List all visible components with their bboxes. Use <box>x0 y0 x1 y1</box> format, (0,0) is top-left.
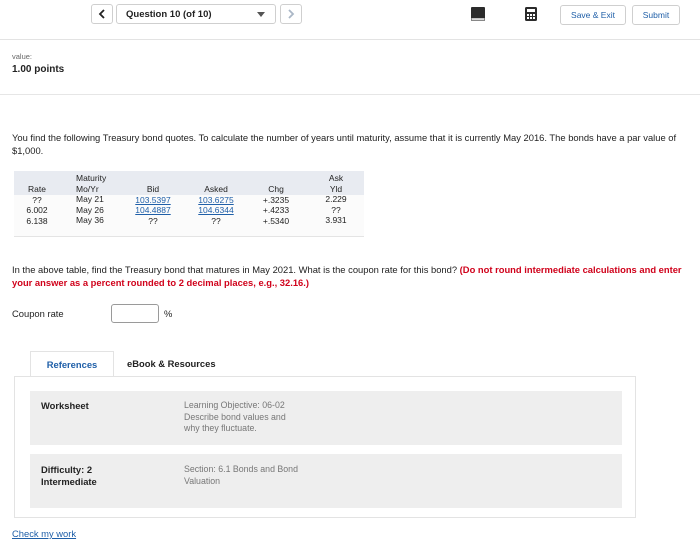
resource-key <box>41 464 97 488</box>
table-cell: ?? <box>32 194 42 205</box>
resource-value-line: Describe bond values and <box>184 411 286 422</box>
coupon-rate-input[interactable] <box>111 304 159 323</box>
submit-button[interactable]: Submit <box>632 5 680 25</box>
question-part <box>12 263 688 289</box>
header-yld: Yld <box>329 183 343 194</box>
table-header <box>14 171 364 195</box>
table-cell-link[interactable]: 103.6275 <box>198 194 234 205</box>
resource-key-line: Intermediate <box>41 476 97 487</box>
header-ask: Ask <box>328 173 344 183</box>
resource-value-line: Section: 6.1 Bonds and Bond <box>184 464 298 474</box>
table-cell-link[interactable]: 104.6344 <box>198 205 234 215</box>
next-question-button[interactable] <box>280 4 302 24</box>
resource-row <box>30 454 622 508</box>
chg-column <box>258 184 294 226</box>
table-cell: +.3235 <box>262 194 290 205</box>
table-cell-link[interactable]: 103.5397 <box>135 194 171 205</box>
resource-key <box>41 400 89 412</box>
table-cell: ?? <box>331 204 341 215</box>
table-cell: +.4233 <box>262 205 290 215</box>
header-mo-yr: Mo/Yr <box>76 183 99 194</box>
resource-value <box>184 400 286 435</box>
resource-value-line: why they fluctuate. <box>184 423 257 433</box>
resource-key-line: Difficulty: 2 <box>41 464 93 475</box>
header-bid: Bid <box>146 184 160 194</box>
question-part-text: In the above table, find the Treasury bond that matures in May 2021. What is the coupon rate for this bond? <box>12 264 458 275</box>
header-maturity: Maturity <box>76 173 107 183</box>
table-cell: May 36 <box>76 215 104 225</box>
previous-question-button[interactable] <box>91 4 113 24</box>
resource-key-line: Worksheet <box>41 400 89 411</box>
question-part-instruction: (Do not round intermediate calculations and enter your answer as a percent rounded to 2 decimal places, e.g., 32.16.) <box>12 264 682 288</box>
calculator-icon[interactable] <box>523 6 539 22</box>
chevron-right-icon <box>287 9 295 19</box>
check-my-work-link[interactable]: Check my work <box>12 528 77 539</box>
tab-ebook-resources[interactable]: eBook & Resources <box>127 358 216 369</box>
bond-quote-table <box>14 171 364 247</box>
tab-references[interactable]: References <box>30 351 114 376</box>
points-value: 1.00 points <box>12 64 65 75</box>
maturity-column <box>76 173 116 226</box>
value-label: value: <box>12 52 33 61</box>
asked-column <box>191 184 241 226</box>
table-cell: +.5340 <box>262 215 290 226</box>
book-icon[interactable] <box>470 6 486 22</box>
table-cell: 3.931 <box>325 215 347 225</box>
table-cell: May 26 <box>76 204 104 215</box>
table-cell: 6.138 <box>26 215 48 226</box>
resource-row <box>30 391 622 445</box>
table-cell: 2.229 <box>325 194 347 204</box>
resource-value-line: Valuation <box>184 475 221 486</box>
table-cell: May 21 <box>76 194 104 204</box>
table-cell: ?? <box>211 215 221 226</box>
ask-yld-column <box>318 173 354 226</box>
rate-column <box>24 184 50 226</box>
resource-value <box>184 464 298 487</box>
resource-value-line: Learning Objective: 06-02 <box>184 400 285 410</box>
chevron-left-icon <box>98 9 106 19</box>
table-cell: 6.002 <box>26 205 48 215</box>
bid-column <box>128 184 178 226</box>
header-asked: Asked <box>204 184 228 194</box>
divider <box>0 94 700 95</box>
save-exit-button[interactable]: Save & Exit <box>560 5 626 25</box>
question-text: You find the following Treasury bond quotes. To calculate the number of years until maturity, assume that it is currently May 2016. The bonds have a par value of $1,000. <box>12 132 677 156</box>
question-select[interactable] <box>116 4 276 24</box>
percent-unit: % <box>164 308 173 319</box>
top-bar <box>0 0 700 40</box>
header-chg: Chg <box>268 184 284 194</box>
question-select-label: Question 10 (of 10) <box>126 8 212 20</box>
header-rate: Rate <box>28 184 46 194</box>
table-cell-link[interactable]: 104.4887 <box>135 205 171 215</box>
table-cell: ?? <box>148 215 158 226</box>
caret-down-icon <box>257 12 265 17</box>
table-body <box>14 195 364 237</box>
coupon-rate-label: Coupon rate <box>12 308 64 319</box>
resources-panel <box>14 376 636 518</box>
